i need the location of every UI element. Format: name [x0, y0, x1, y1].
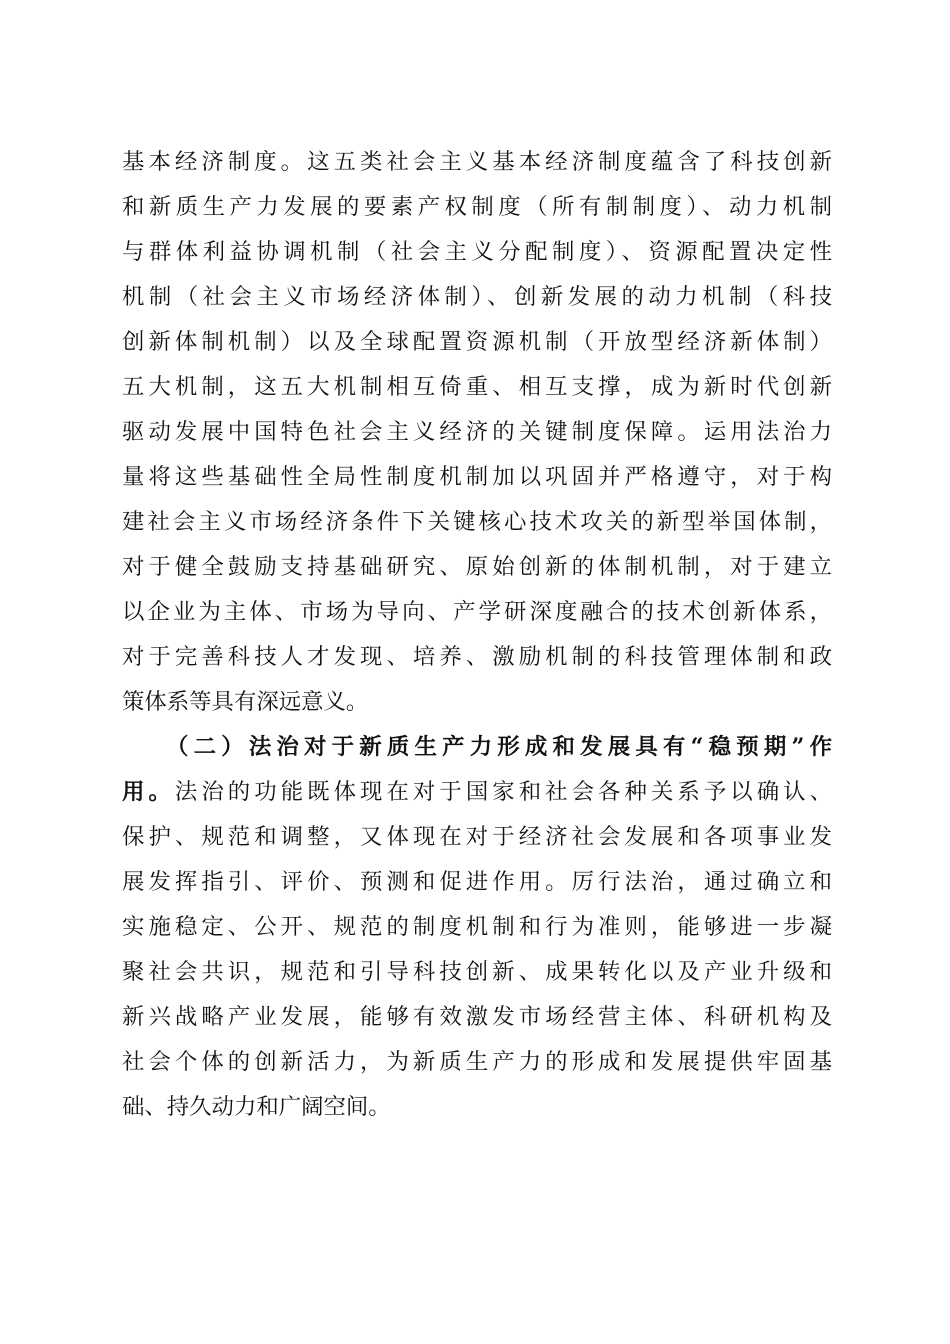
paragraph-2-line [122, 770, 832, 815]
paragraph-1-line: 驱动发展中国特色社会主义经济的关键制度保障。运用法治力 [122, 419, 832, 445]
paragraph-2-line: 聚社会共识，规范和引导科技创新、成果转化以及产业升级和 [122, 959, 832, 985]
paragraph-1-line: 建社会主义市场经济条件下关键核心技术攻关的新型举国体制， [122, 509, 832, 535]
document-page [122, 140, 832, 1130]
paragraph-2-line: 础、持久动力和广阔空间。 [122, 1094, 391, 1120]
paragraph-1-line: 量将这些基础性全局性制度机制加以巩固并严格遵守，对于构 [122, 464, 832, 490]
paragraph-2-line: 展发挥指引、评价、预测和促进作用。厉行法治，通过确立和 [122, 869, 832, 895]
paragraph-1-line: 基本经济制度。这五类社会主义基本经济制度蕴含了科技创新 [122, 149, 832, 175]
section-heading-line: （二）法治对于新质生产力形成和发展具有“稳预期”作 [166, 734, 832, 760]
paragraph-2-line: 新兴战略产业发展，能够有效激发市场经营主体、科研机构及 [122, 1004, 832, 1030]
paragraph-1-line: 策体系等具有深远意义。 [122, 689, 369, 715]
paragraph-1-line: 创新体制机制）以及全球配置资源机制（开放型经济新体制） [122, 329, 832, 355]
section-heading-end: 用。 [122, 779, 175, 805]
paragraph-1-line: 机制（社会主义市场经济体制）、创新发展的动力机制（科技 [122, 284, 832, 310]
paragraph-1-line: 以企业为主体、市场为导向、产学研深度融合的技术创新体系， [122, 599, 832, 625]
paragraph-1-line: 对于完善科技人才发现、培养、激励机制的科技管理体制和政 [122, 644, 832, 670]
paragraph-2-line: 社会个体的创新活力，为新质生产力的形成和发展提供牢固基 [122, 1049, 832, 1075]
paragraph-2-line: 保护、规范和调整，又体现在对于经济社会发展和各项事业发 [122, 824, 832, 850]
paragraph-1-line: 五大机制，这五大机制相互倚重、相互支撑，成为新时代创新 [122, 374, 832, 400]
paragraph-2 [122, 725, 832, 1130]
paragraph-1-line: 与群体利益协调机制（社会主义分配制度）、资源配置决定性 [122, 239, 832, 265]
paragraph-2-line-text: 法治的功能既体现在对于国家和社会各种关系予以确认、 [174, 779, 833, 805]
paragraph-1-line: 对于健全鼓励支持基础研究、原始创新的体制机制，对于建立 [122, 554, 832, 580]
paragraph-1-line: 和新质生产力发展的要素产权制度（所有制制度）、动力机制 [122, 194, 832, 220]
paragraph-2-line: 实施稳定、公开、规范的制度机制和行为准则，能够进一步凝 [122, 914, 832, 940]
paragraph-1 [122, 140, 832, 725]
